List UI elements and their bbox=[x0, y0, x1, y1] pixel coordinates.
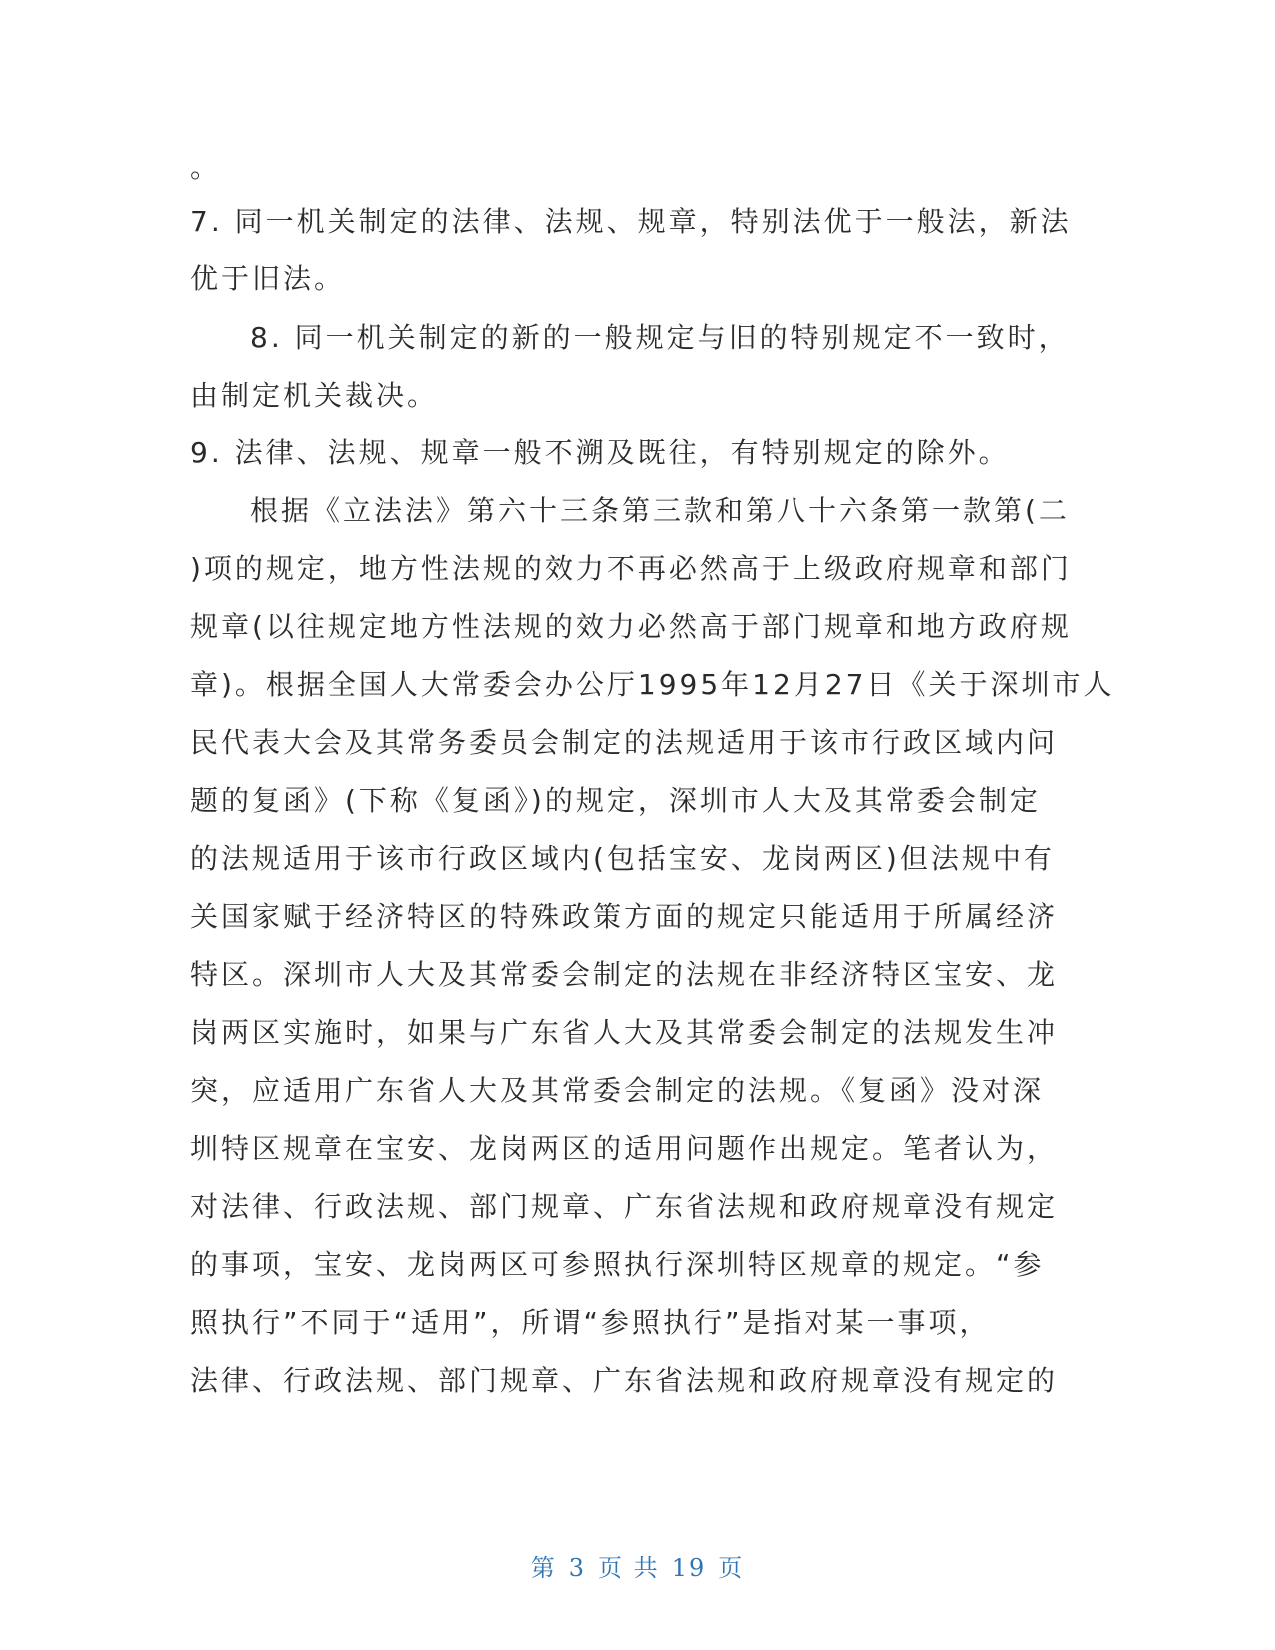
text-line: 岗两区实施时，如果与广东省人大及其常委会制定的法规发生冲 bbox=[190, 1016, 1059, 1049]
text-line: )项的规定，地方性法规的效力不再必然高于上级政府规章和部门 bbox=[190, 552, 1072, 585]
footer-total-pages: 19 bbox=[671, 1554, 707, 1582]
page-footer bbox=[0, 1548, 1275, 1583]
text-line: 优于旧法。 bbox=[190, 262, 346, 295]
text-line: 突，应适用广东省人大及其常委会制定的法规。《复函》没对深 bbox=[190, 1074, 1045, 1107]
text-line: 9. 法律、法规、规章一般不溯及既往，有特别规定的除外。 bbox=[190, 436, 1010, 469]
text-line: 题的复函》(下称《复函》)的规定，深圳市人大及其常委会制定 bbox=[190, 784, 1041, 817]
text-line: 7. 同一机关制定的法律、法规、规章，特别法优于一般法，新法 bbox=[190, 205, 1072, 238]
text-line: 民代表大会及其常务委员会制定的法规适用于该市行政区域内问 bbox=[190, 726, 1059, 759]
text-line: 。 bbox=[190, 151, 222, 184]
text-line: 特区。深圳市人大及其常委会制定的法规在非经济特区宝安、龙 bbox=[190, 958, 1059, 991]
footer-middle: 页 共 bbox=[598, 1554, 660, 1582]
text-line: 法律、行政法规、部门规章、广东省法规和政府规章没有规定的 bbox=[190, 1364, 1059, 1397]
text-line: 的事项，宝安、龙岗两区可参照执行深圳特区规章的规定。“参 bbox=[190, 1248, 1045, 1281]
text-line: 圳特区规章在宝安、龙岗两区的适用问题作出规定。笔者认为， bbox=[190, 1132, 1059, 1165]
text-line: 章)。根据全国人大常委会办公厅1995年12月27日《关于深圳市人 bbox=[190, 668, 1115, 701]
footer-page-number: 3 bbox=[568, 1554, 587, 1582]
text-line: 8. 同一机关制定的新的一般规定与旧的特别规定不一致时， bbox=[250, 321, 1070, 354]
text-line: 对法律、行政法规、部门规章、广东省法规和政府规章没有规定 bbox=[190, 1190, 1059, 1223]
text-line: 规章(以往规定地方性法规的效力必然高于部门规章和地方政府规 bbox=[190, 610, 1072, 643]
text-line: 照执行”不同于“适用”，所谓“参照执行”是指对某一事项， bbox=[190, 1306, 991, 1339]
text-line: 根据《立法法》第六十三条第三款和第八十六条第一款第(二 bbox=[250, 494, 1070, 527]
footer-prefix: 第 bbox=[530, 1554, 557, 1582]
footer-suffix: 页 bbox=[718, 1554, 745, 1582]
text-line: 由制定机关裁决。 bbox=[190, 379, 439, 412]
text-line: 的法规适用于该市行政区域内(包括宝安、龙岗两区)但法规中有 bbox=[190, 842, 1055, 875]
text-line: 关国家赋于经济特区的特殊政策方面的规定只能适用于所属经济 bbox=[190, 900, 1059, 933]
